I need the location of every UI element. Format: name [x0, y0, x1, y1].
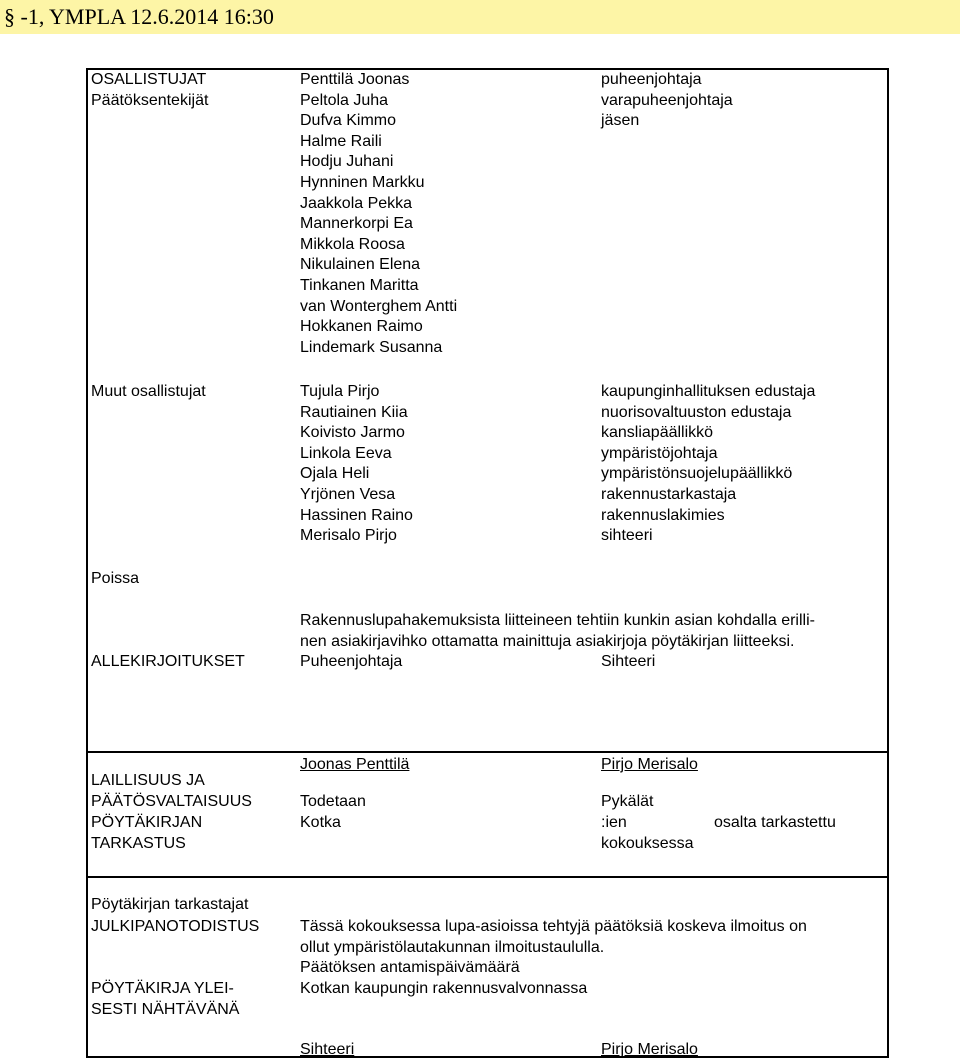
other-participant-name: Rautiainen Kiia	[300, 403, 408, 421]
document-header	[0, 0, 960, 34]
decision-maker-role: jäsen	[601, 112, 640, 130]
other-participant-role: ympäristöjohtaja	[601, 444, 718, 462]
legality-label: LAILLISUUS JA PÄÄTÖSVALTAISUUS	[91, 772, 252, 810]
other-participants-roles	[601, 382, 815, 547]
public-display-place: Kotkan kaupungin rakennusvalvonnassa	[300, 980, 588, 997]
decision-maker-name: Peltola Juha	[300, 91, 389, 109]
public-display-secretary-title: Sihteeri	[300, 1041, 355, 1058]
other-participants-list	[300, 382, 413, 547]
other-participant-role: kaupunginhallituksen edustaja	[601, 383, 816, 400]
divider-publication	[86, 876, 889, 878]
publication-text: Tässä kokouksessa lupa-asioissa tehtyjä päätöksiä koskeva ilmoitus on ollut ympäristölautakunnan ilmoitustaululla. Päätöksen antamispäivämäärä	[300, 918, 807, 977]
decision-maker-name: Jaakkola Pekka	[300, 194, 413, 212]
participants-label: OSALLISTUJAT Päätöksentekijät	[91, 71, 209, 109]
divider-legality	[86, 751, 889, 753]
public-display-secretary-name: Pirjo Merisalo	[601, 1041, 698, 1058]
decision-maker-name: Lindemark Susanna	[300, 338, 443, 356]
decision-maker-name: Tinkanen Maritta	[300, 276, 419, 294]
reviewers-label: Pöytäkirjan tarkastajat	[91, 896, 249, 913]
decision-maker-name: Hodju Juhani	[300, 153, 394, 171]
other-participant-role: nuorisovaltuuston edustaja	[601, 403, 792, 421]
decision-maker-role: varapuheenjohtaja	[601, 91, 733, 109]
review-meeting-location: kokouksessa	[601, 835, 694, 852]
secretary-signature-name: Pirjo Merisalo	[601, 756, 698, 773]
other-participant-name: Merisalo Pirjo	[300, 527, 397, 545]
review-place: Kotka	[300, 814, 341, 831]
other-participant-name: Linkola Eeva	[300, 444, 392, 462]
review-label: PÖYTÄKIRJAN TARKASTUS	[91, 814, 203, 852]
public-display-label: PÖYTÄKIRJA YLEI- SESTI NÄHTÄVÄNÄ	[91, 980, 240, 1018]
other-participants-label: Muut osallistujat	[91, 383, 206, 400]
other-participant-name: Ojala Heli	[300, 465, 370, 483]
decision-makers-roles	[601, 70, 733, 132]
other-participant-role: ympäristönsuojelupäällikkö	[601, 465, 793, 483]
secretary-title: Sihteeri	[601, 653, 656, 670]
other-participant-role: sihteeri	[601, 527, 653, 545]
legality-confirmed: Todetaan	[300, 793, 366, 810]
decision-maker-name: Nikulainen Elena	[300, 256, 421, 274]
chair-signature-name: Joonas Penttilä	[300, 756, 410, 773]
decision-maker-name: Mikkola Roosa	[300, 235, 405, 253]
decision-maker-name: Hokkanen Raimo	[300, 318, 423, 336]
legality-sections: Pykälät	[601, 793, 654, 810]
header-text: § -1, YMPLA 12.6.2014 16:30	[4, 4, 274, 29]
review-meeting-reviewed: osalta tarkastettu	[714, 814, 836, 831]
decision-maker-name: Mannerkorpi Ea	[300, 215, 413, 233]
signatures-label: ALLEKIRJOITUKSET	[91, 653, 245, 670]
absent-label: Poissa	[91, 570, 140, 587]
other-participant-role: kansliapäällikkö	[601, 424, 714, 442]
other-participant-role: rakennustarkastaja	[601, 485, 737, 503]
other-participant-role: rakennuslakimies	[601, 506, 725, 524]
decision-makers-list	[300, 70, 457, 358]
attachments-note: Rakennuslupahakemuksista liitteineen tehtiin kunkin asian kohdalla erilli- nen asiakirjavihko ottamatta mainittuja asiakirjoja pöytäkirjan liitteeksi.	[300, 612, 815, 650]
other-participant-name: Yrjönen Vesa	[300, 485, 396, 503]
decision-maker-role: puheenjohtaja	[601, 71, 702, 88]
decision-maker-name: Halme Raili	[300, 132, 382, 150]
publication-label: JULKIPANOTODISTUS	[91, 918, 260, 935]
other-participant-name: Tujula Pirjo	[300, 383, 380, 400]
decision-maker-name: Dufva Kimmo	[300, 112, 397, 130]
other-participant-name: Koivisto Jarmo	[300, 424, 405, 442]
decision-maker-name: van Wonterghem Antti	[300, 297, 458, 315]
decision-maker-name: Penttilä Joonas	[300, 71, 410, 88]
chair-title: Puheenjohtaja	[300, 653, 403, 670]
decision-maker-name: Hynninen Markku	[300, 173, 425, 191]
other-participant-name: Hassinen Raino	[300, 506, 413, 524]
review-meeting-sections: :ien	[601, 814, 627, 831]
